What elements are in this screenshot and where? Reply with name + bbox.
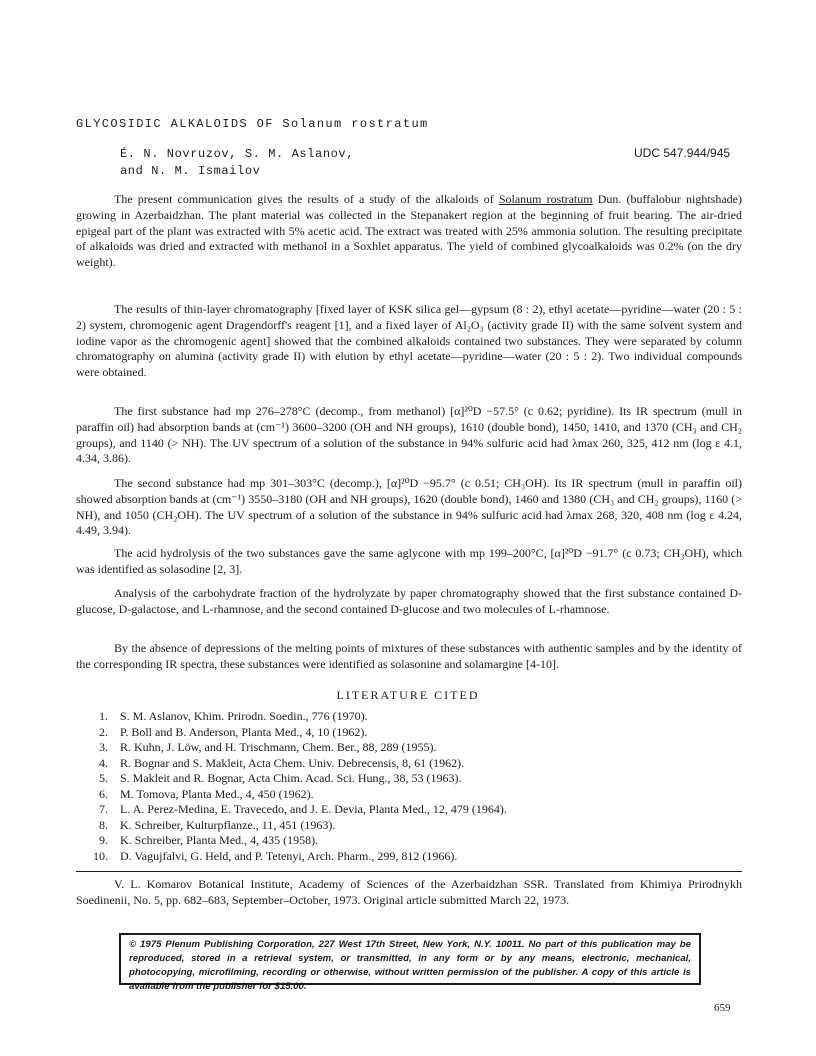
reference-item: 8. K. Schreiber, Kulturpflanze., 11, 451 (1963). — [99, 817, 336, 832]
reference-item: 6. M. Tomova, Planta Med., 4, 450 (1962). — [99, 786, 314, 801]
reference-item: 9. K. Schreiber, Planta Med., 4, 435 (1958). — [99, 833, 319, 847]
copyright-box — [119, 933, 701, 992]
reference-item: 7. L. A. Perez-Medina, E. Travecedo, and J. E. Devia, Planta Med., 12, 479 (1964). — [99, 802, 507, 816]
copyright-text: © 1975 Plenum Publishing Corporation, 227 West 17th Street, New York, N.Y. 10011. No part of this publication may be reproduced, stored in a retrieval system, or transmitted, in any form or by any means, electronic, mechanical, photocopying, microfilming, recording or otherwise, without written permission of the publisher. A copy of this article is available from the publisher for $15.00. — [129, 939, 691, 992]
author-line: and N. M. Ismailov — [120, 164, 261, 178]
paragraph-first-substance: The first substance had mp 276–278°C (decomp., from methanol) [α]²⁰D −57.5° (c 0.62; pyridine). Its IR spectrum (mull in paraffin oil) had absorption bands at (cm⁻¹) 3600–3200 (OH and NH groups), 1610 (double bond), 1450, 1410, and 1370 (CH₃ and CH₂ groups), and 1140 (> NH). The UV spectrum of a solution of the substance in 94% sulfuric acid had λmax 260, 325, 412 nm (log ε 4.1, 4.34, 3.86). — [76, 404, 742, 466]
reference-item: 3. R. Kuhn, J. Löw, and H. Trischmann, Chem. Ber., 88, 289 (1955). — [99, 740, 437, 754]
paragraph-intro: The present communication gives the results of a study of the alkaloids of Solanum rostratum Dun. (buffalobur nightshade) growing in Azerbaidzhan. The plant material was collected in the Stepanakert region at the beginning of fruit bearing. The air-dried epigeal part of the plant was extracted with 5% acetic acid. The extract was treated with 25% ammonia solution. The resulting precipitate of alkaloids was dried and extracted with methanol in a Soxhlet apparatus. The yield of combined glycoalkaloids was 0.2% (on the dry weight). — [76, 192, 742, 270]
reference-item: 5. S. Makleit and R. Bognar, Acta Chim. Acad. Sci. Hung., 38, 53 (1963). — [99, 771, 462, 785]
footnote-divider — [76, 871, 742, 872]
paragraph-second-substance: The second substance had mp 301–303°C (decomp.), [α]²⁰D −95.7° (c 0.51; CH₃OH). Its IR spectrum (mull in paraffin oil) showed absorption bands at (cm⁻¹) 3550–3180 (OH and NH groups), 1620 (double bond), 1460 and 1380 (CH₃ and CH₂ groups), 1160 (> NH), and 1050 (CH₂OH). The UV spectrum of a solution of the substance in 94% sulfuric acid had λmax 268, 320, 408 nm (log ε 4.24, 4.49, 3.94). — [76, 476, 742, 538]
reference-list — [76, 709, 742, 864]
species-name: Solanum rostratum — [498, 192, 593, 206]
reference-item: 2. P. Boll and B. Anderson, Planta Med., 4, 10 (1962). — [99, 724, 368, 739]
author-list — [120, 146, 354, 180]
paragraph-carbohydrate: Analysis of the carbohydrate fraction of the hydrolyzate by paper chromatography showed that the first substance contained D-glucose, D-galactose, and L-rhamnose, and the second contained D-glucose and two molecules of L-rhamnose. — [76, 586, 742, 616]
udc-code: UDC 547.944/945 — [634, 146, 731, 160]
paragraph-chromatography: The results of thin-layer chromatography [fixed layer of KSK silica gel—gypsum (8 : 2), ethyl acetate—pyridine—water (20 : 5 : 2) system, chromogenic agent Dragendorff's reagent [1], and a fixed layer of Al₂O₃ (activity grade II) with the same solvent system and iodine vapor as the chromogenic agent] showed that the combined alkaloids contained two substances. They were separated by column chromatography on alumina (activity grade II) with elution by ethyl acetate—pyridine—water (20 : 5 : 2). Two individual compounds were obtained. — [76, 302, 742, 380]
article-title: GLYCOSIDIC ALKALOIDS OF Solanum rostratum — [76, 117, 429, 131]
literature-heading: LITERATURE CITED — [336, 688, 480, 702]
author-line: É. N. Novruzov, S. M. Aslanov, — [120, 147, 355, 161]
reference-item: 10. D. Vagujfalvi, G. Held, and P. Tetenyi, Arch. Pharm., 299, 812 (1966). — [93, 848, 458, 863]
paragraph-hydrolysis: The acid hydrolysis of the two substances gave the same aglycone with mp 199–200°C, [α]²⁰D −91.7° (c 0.73; CH₃OH), which was identified as solasodine [2, 3]. — [76, 546, 742, 576]
reference-item: 4. R. Bognar and S. Makleit, Acta Chem. Univ. Debrecensis, 8, 61 (1962). — [99, 755, 465, 770]
reference-item: 1. S. M. Aslanov, Khim. Prirodn. Soedin., 776 (1970). — [99, 709, 368, 723]
affiliation-note: V. L. Komarov Botanical Institute, Academy of Sciences of the Azerbaidzhan SSR. Translated from Khimiya Prirodnykh Soedinenii, No. 5, pp. 682–683, September–October, 1973. Original article submitted March 22, 1973. — [76, 877, 742, 907]
page-number: 659 — [714, 1002, 731, 1014]
paragraph-identification: By the absence of depressions of the melting points of mixtures of these substances with authentic samples and by the identity of the corresponding IR spectra, these substances were identified as solasonine and solamargine [4-10]. — [76, 641, 742, 671]
